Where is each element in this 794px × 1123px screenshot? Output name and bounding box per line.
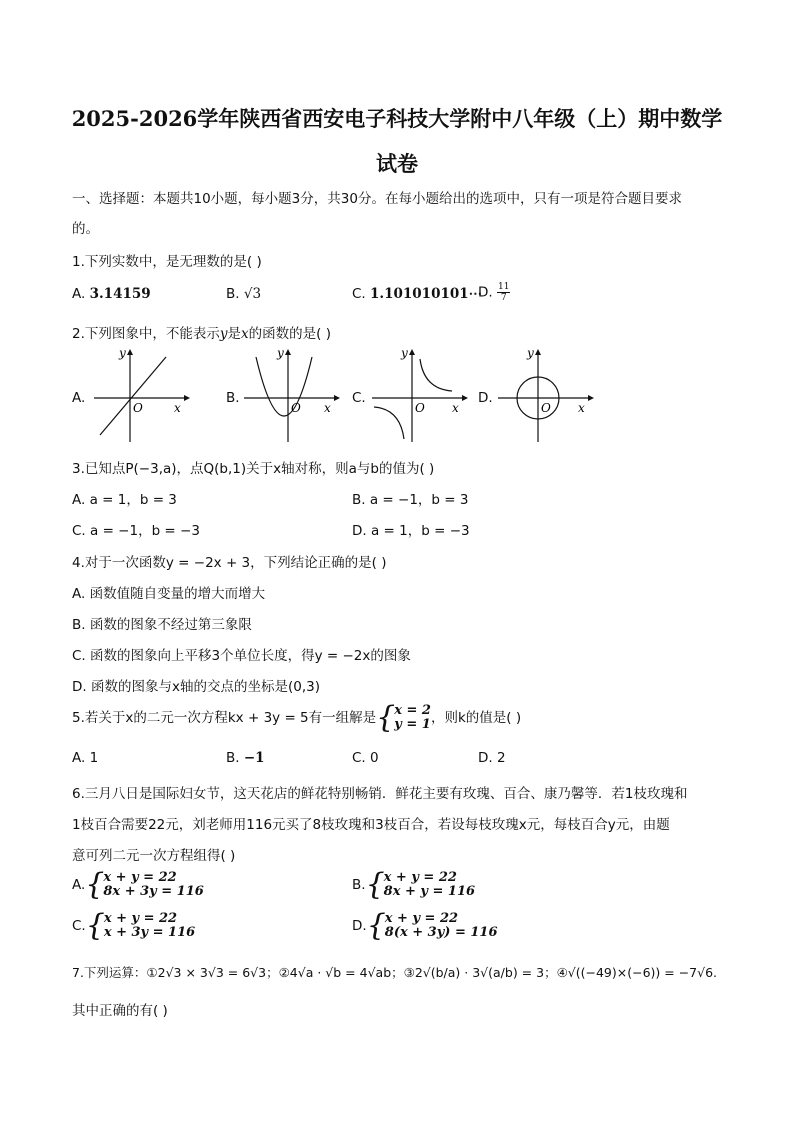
origin-label: O [541,401,551,415]
origin-label: O [133,401,143,415]
origin-label: O [291,401,301,415]
q1-option-b[interactable]: B. √3 [226,286,262,302]
q7-stem-line1: 7.下列运算：①2√3 × 3√3 = 6√3；②4√a · √b = 4√ab；③2√(b/a) · 3√(a/b) = 3；④√((−49)×(−6)) = −7√6. [72,965,718,980]
axis-x-label: x [452,401,459,415]
q1-option-c[interactable]: C. 1.101010101⋯ [352,286,483,302]
q3-option-a[interactable]: A. a = 1，b = 3 [72,492,177,508]
axis-x-label: x [324,401,331,415]
q3-option-b[interactable]: B. a = −1，b = 3 [352,492,469,508]
axis-y-label: y [277,346,284,360]
page-title: 2025-2026学年陕西省西安电子科技大学附中八年级（上）期中数学 [71,106,723,131]
axis-x-label: x [578,401,585,415]
section-heading: 一、选择题：本题共10小题，每小题3分，共30分。在每小题给出的选项中，只有一项是符合题目要求 [72,191,682,207]
q6-option-b[interactable]: B.{ x + y = 22 8x + y = 116 [352,867,476,902]
q4-option-a[interactable]: A. 函数值随自变量的增大而增大 [72,586,266,602]
q2-option-b[interactable]: B. [226,390,240,406]
origin-label: O [415,401,425,415]
q2-stem: 2.下列图象中，不能表示y是x的函数的是( ) [72,326,331,342]
q5-option-a[interactable]: A. 1 [72,750,99,766]
q5-option-c[interactable]: C. 0 [352,750,379,766]
page-title-cont: 试卷 [376,151,418,176]
axis-y-label: y [119,346,126,360]
q6-stem-line1: 6.三月八日是国际妇女节，这天花店的鲜花特别畅销．鲜花主要有玫瑰、百合、康乃馨等．若1枝玫瑰和 [72,786,688,802]
q1-option-a[interactable]: A. 3.14159 [72,286,151,302]
q4-option-c[interactable]: C. 函数的图象向上平移3个单位长度，得y = −2x的图象 [72,648,411,664]
q5-option-b[interactable]: B. −1 [226,750,265,766]
q2-graph-b [236,345,346,445]
q6-option-c[interactable]: C.{ x + y = 22 x + 3y = 116 [72,908,196,943]
axis-x-label: x [174,401,181,415]
q2-graph-a [86,345,196,445]
q3-option-d[interactable]: D. a = 1，b = −3 [352,523,470,539]
q2-option-d[interactable]: D. [478,390,493,406]
q2-option-c[interactable]: C. [352,390,366,406]
q1-option-d[interactable]: D. $\frac{11}{7}$ [478,282,510,303]
q3-option-c[interactable]: C. a = −1，b = −3 [72,523,200,539]
section-heading-cont: 的。 [72,221,99,237]
q7-stem-line2: 其中正确的有( ) [72,1003,168,1019]
q2-option-a[interactable]: A. [72,390,86,406]
q6-stem-line3: 意可列二元一次方程组得( ) [72,848,236,864]
axis-y-label: y [401,346,408,360]
q6-option-a[interactable]: A.{ x + y = 22 8x + 3y = 116 [72,867,204,902]
q6-option-d[interactable]: D.{ x + y = 22 8(x + 3y) = 116 [352,908,498,943]
q3-stem: 3.已知点P(−3,a)，点Q(b,1)关于x轴对称，则a与b的值为( ) [72,461,435,477]
q6-stem-line2: 1枝百合需要22元，刘老师用116元买了8枝玫瑰和3枝百合，若设每枝玫瑰x元，每枝百合y元，由题 [72,817,670,833]
q2-graph-c [364,345,474,445]
q5-option-d[interactable]: D. 2 [478,750,506,766]
q1-stem: 1.下列实数中，是无理数的是( ) [72,254,262,270]
q4-option-b[interactable]: B. 函数的图象不经过第三象限 [72,617,252,633]
q4-stem: 4.对于一次函数y = −2x + 3，下列结论正确的是( ) [72,555,387,571]
q5-stem: 5.若关于x的二元一次方程kx + 3y = 5有一组解是{ x = 2 y = 1 ，则k的值是( ) [72,700,522,735]
axis-y-label: y [527,346,534,360]
q2-graph-d [490,345,600,445]
q4-option-d[interactable]: D. 函数的图象与x轴的交点的坐标是(0,3) [72,679,320,695]
